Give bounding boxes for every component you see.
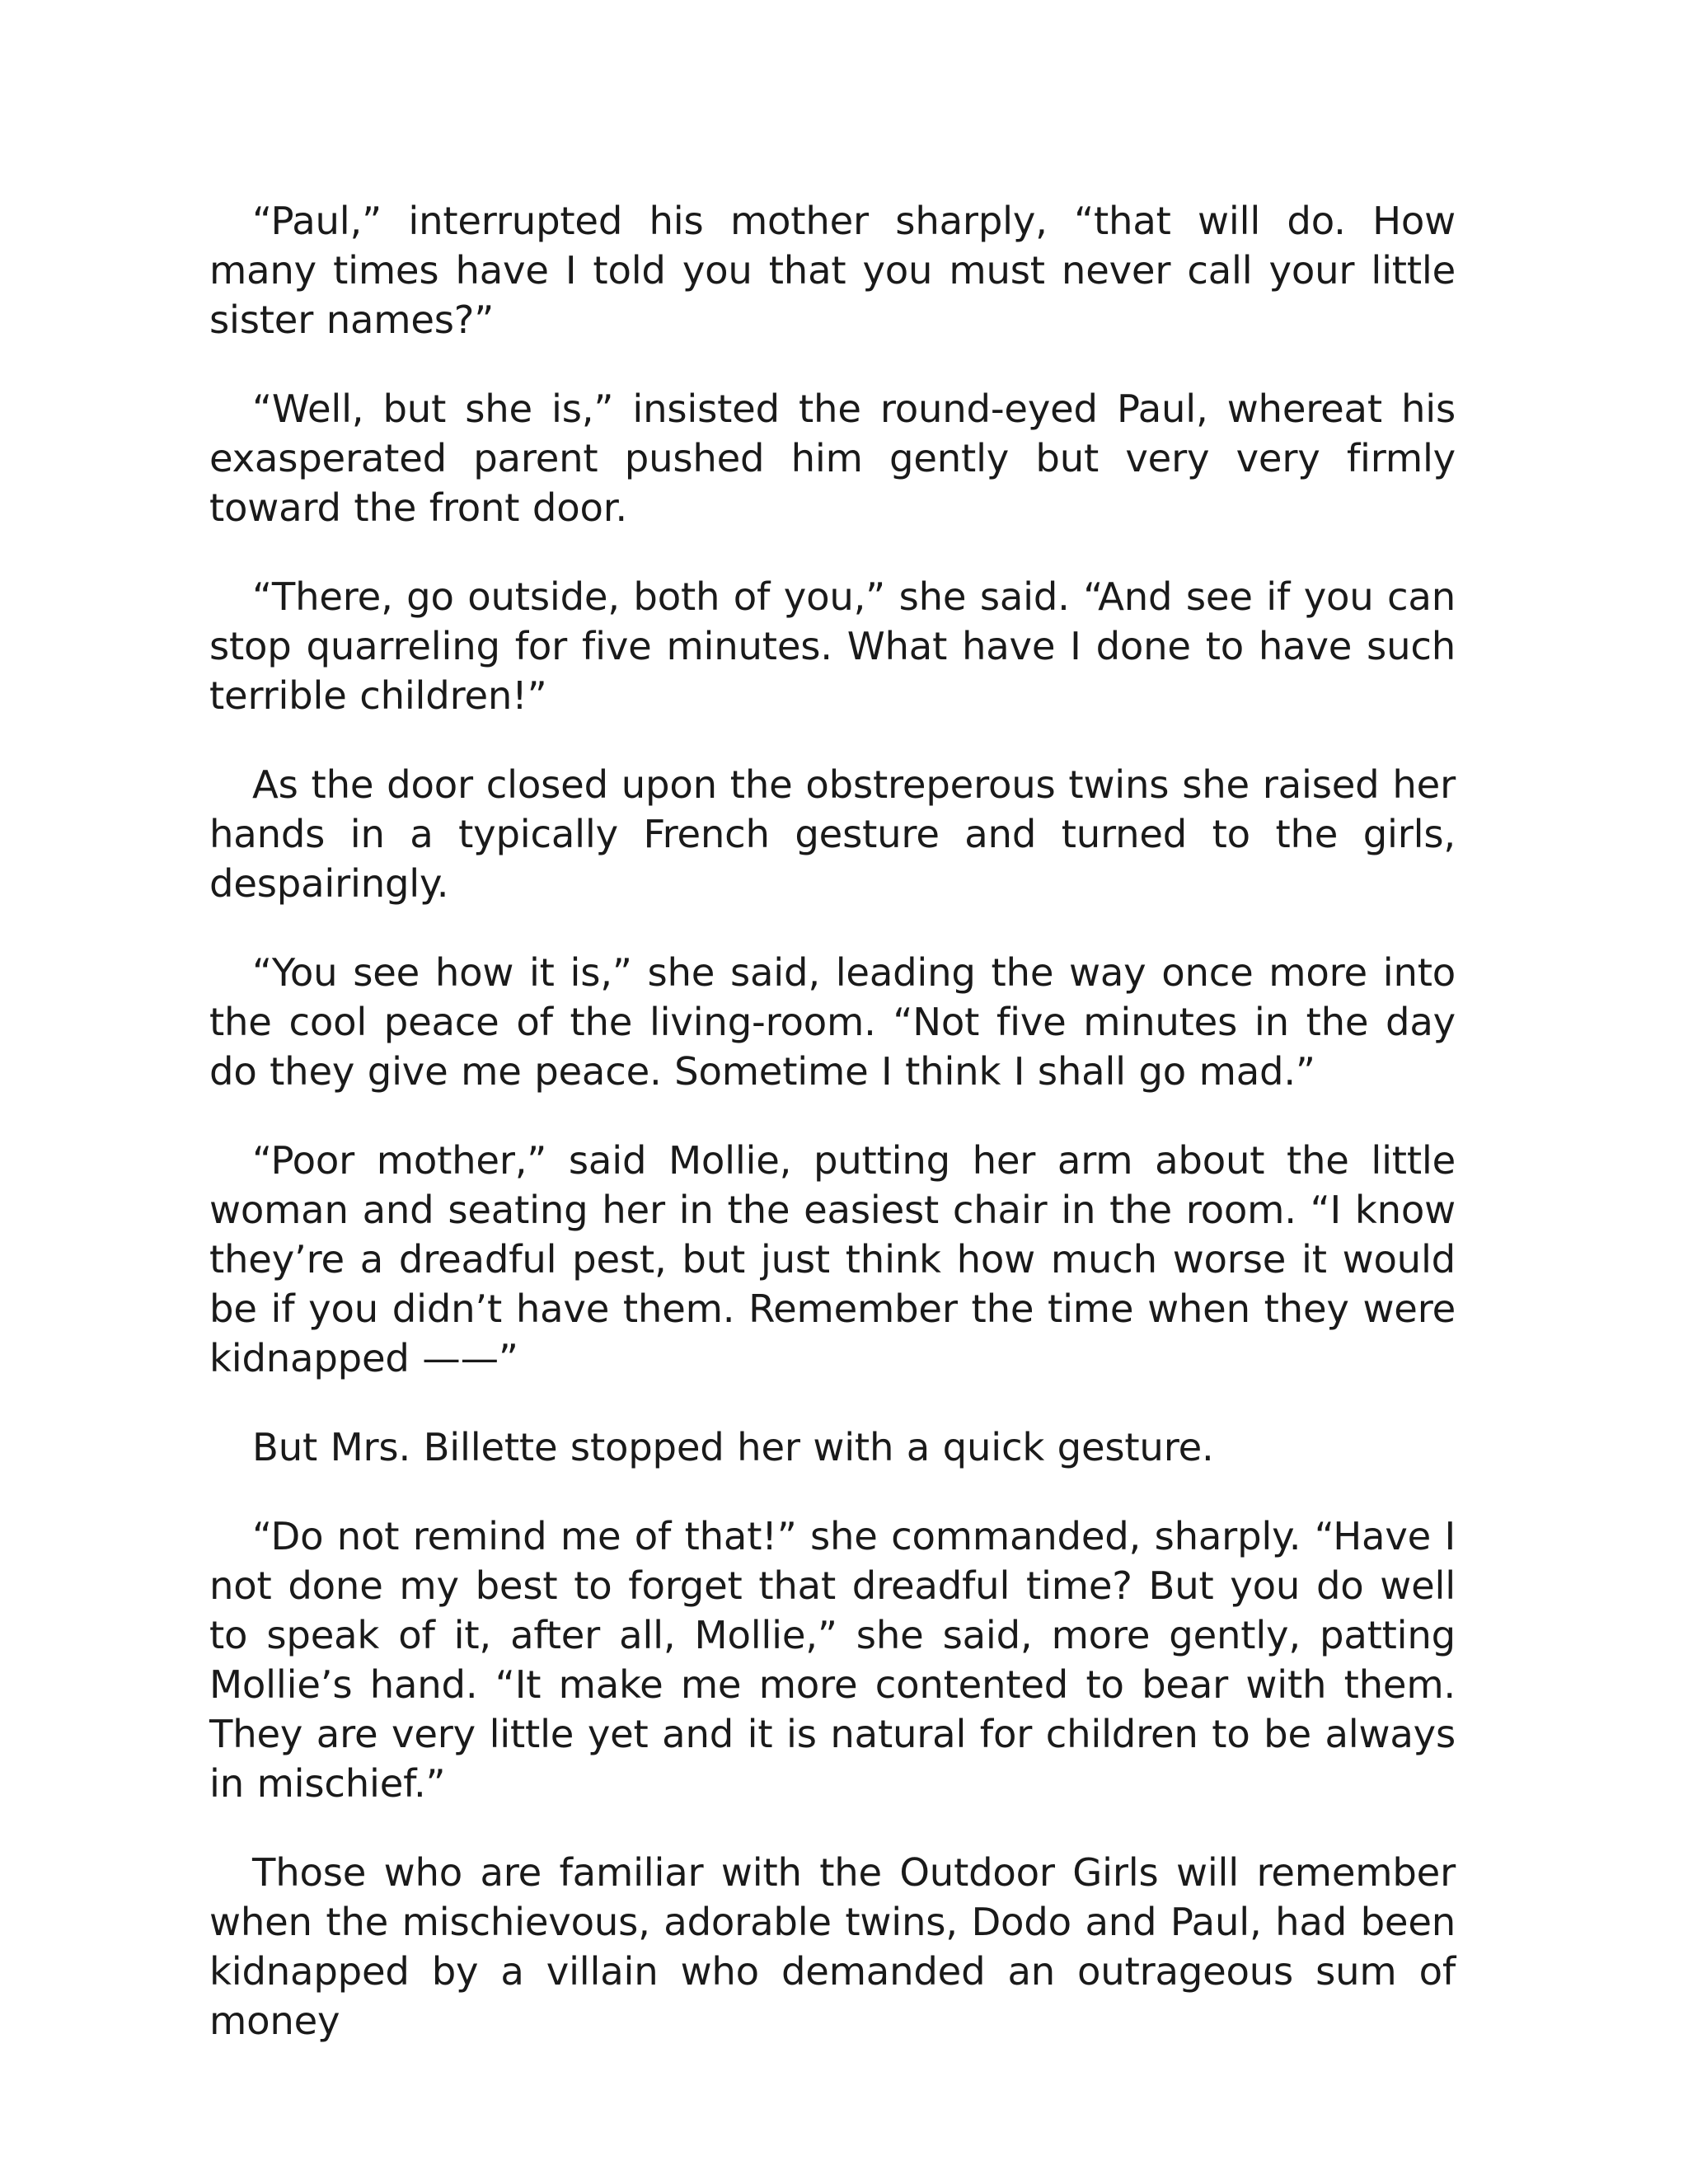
book-page — [209, 196, 1456, 2046]
paragraph-4: As the door closed upon the obstreperous twins she raised her hands in a typically French gesture and turned to the girls, despairingly. — [209, 762, 1456, 906]
paragraph-9: Those who are familiar with the Outdoor Girls will remember when the mischievous, adorable twins, Dodo and Paul, had been kidnapped by a villain who demanded an outrageous sum of money — [209, 1850, 1456, 2043]
paragraph-7: But Mrs. Billette stopped her with a quick gesture. — [252, 1425, 1214, 1469]
paragraph-1: “Paul,” interrupted his mother sharply, “that will do. How many times have I told you that you must never call your little sister names?” — [209, 199, 1456, 342]
paragraph-6: “Poor mother,” said Mollie, putting her arm about the little woman and seating her in the easiest chair in the room. “I know they’re a dreadful pest, but just think how much worse it would be if you didn’t have them. Remember the time when they were kidnapped ——” — [209, 1138, 1456, 1380]
paragraph-5: “You see how it is,” she said, leading the way once more into the cool peace of the living-room. “Not five minutes in the day do they give me peace. Sometime I think I shall go mad.” — [209, 950, 1456, 1094]
paragraph-3: “There, go outside, both of you,” she said. “And see if you can stop quarreling for five minutes. What have I done to have such terrible children!” — [209, 574, 1456, 718]
paragraph-2: “Well, but she is,” insisted the round-eyed Paul, whereat his exasperated parent pushed him gently but very very firmly toward the front door. — [209, 387, 1456, 530]
paragraph-8: “Do not remind me of that!” she commanded, sharply. “Have I not done my best to forget that dreadful time? But you do well to speak of it, after all, Mollie,” she said, more gently, patting Mollie’s hand. “It make me more contented to bear with them. They are very little yet and it is natural for children to be always in mischief.” — [209, 1514, 1456, 1806]
